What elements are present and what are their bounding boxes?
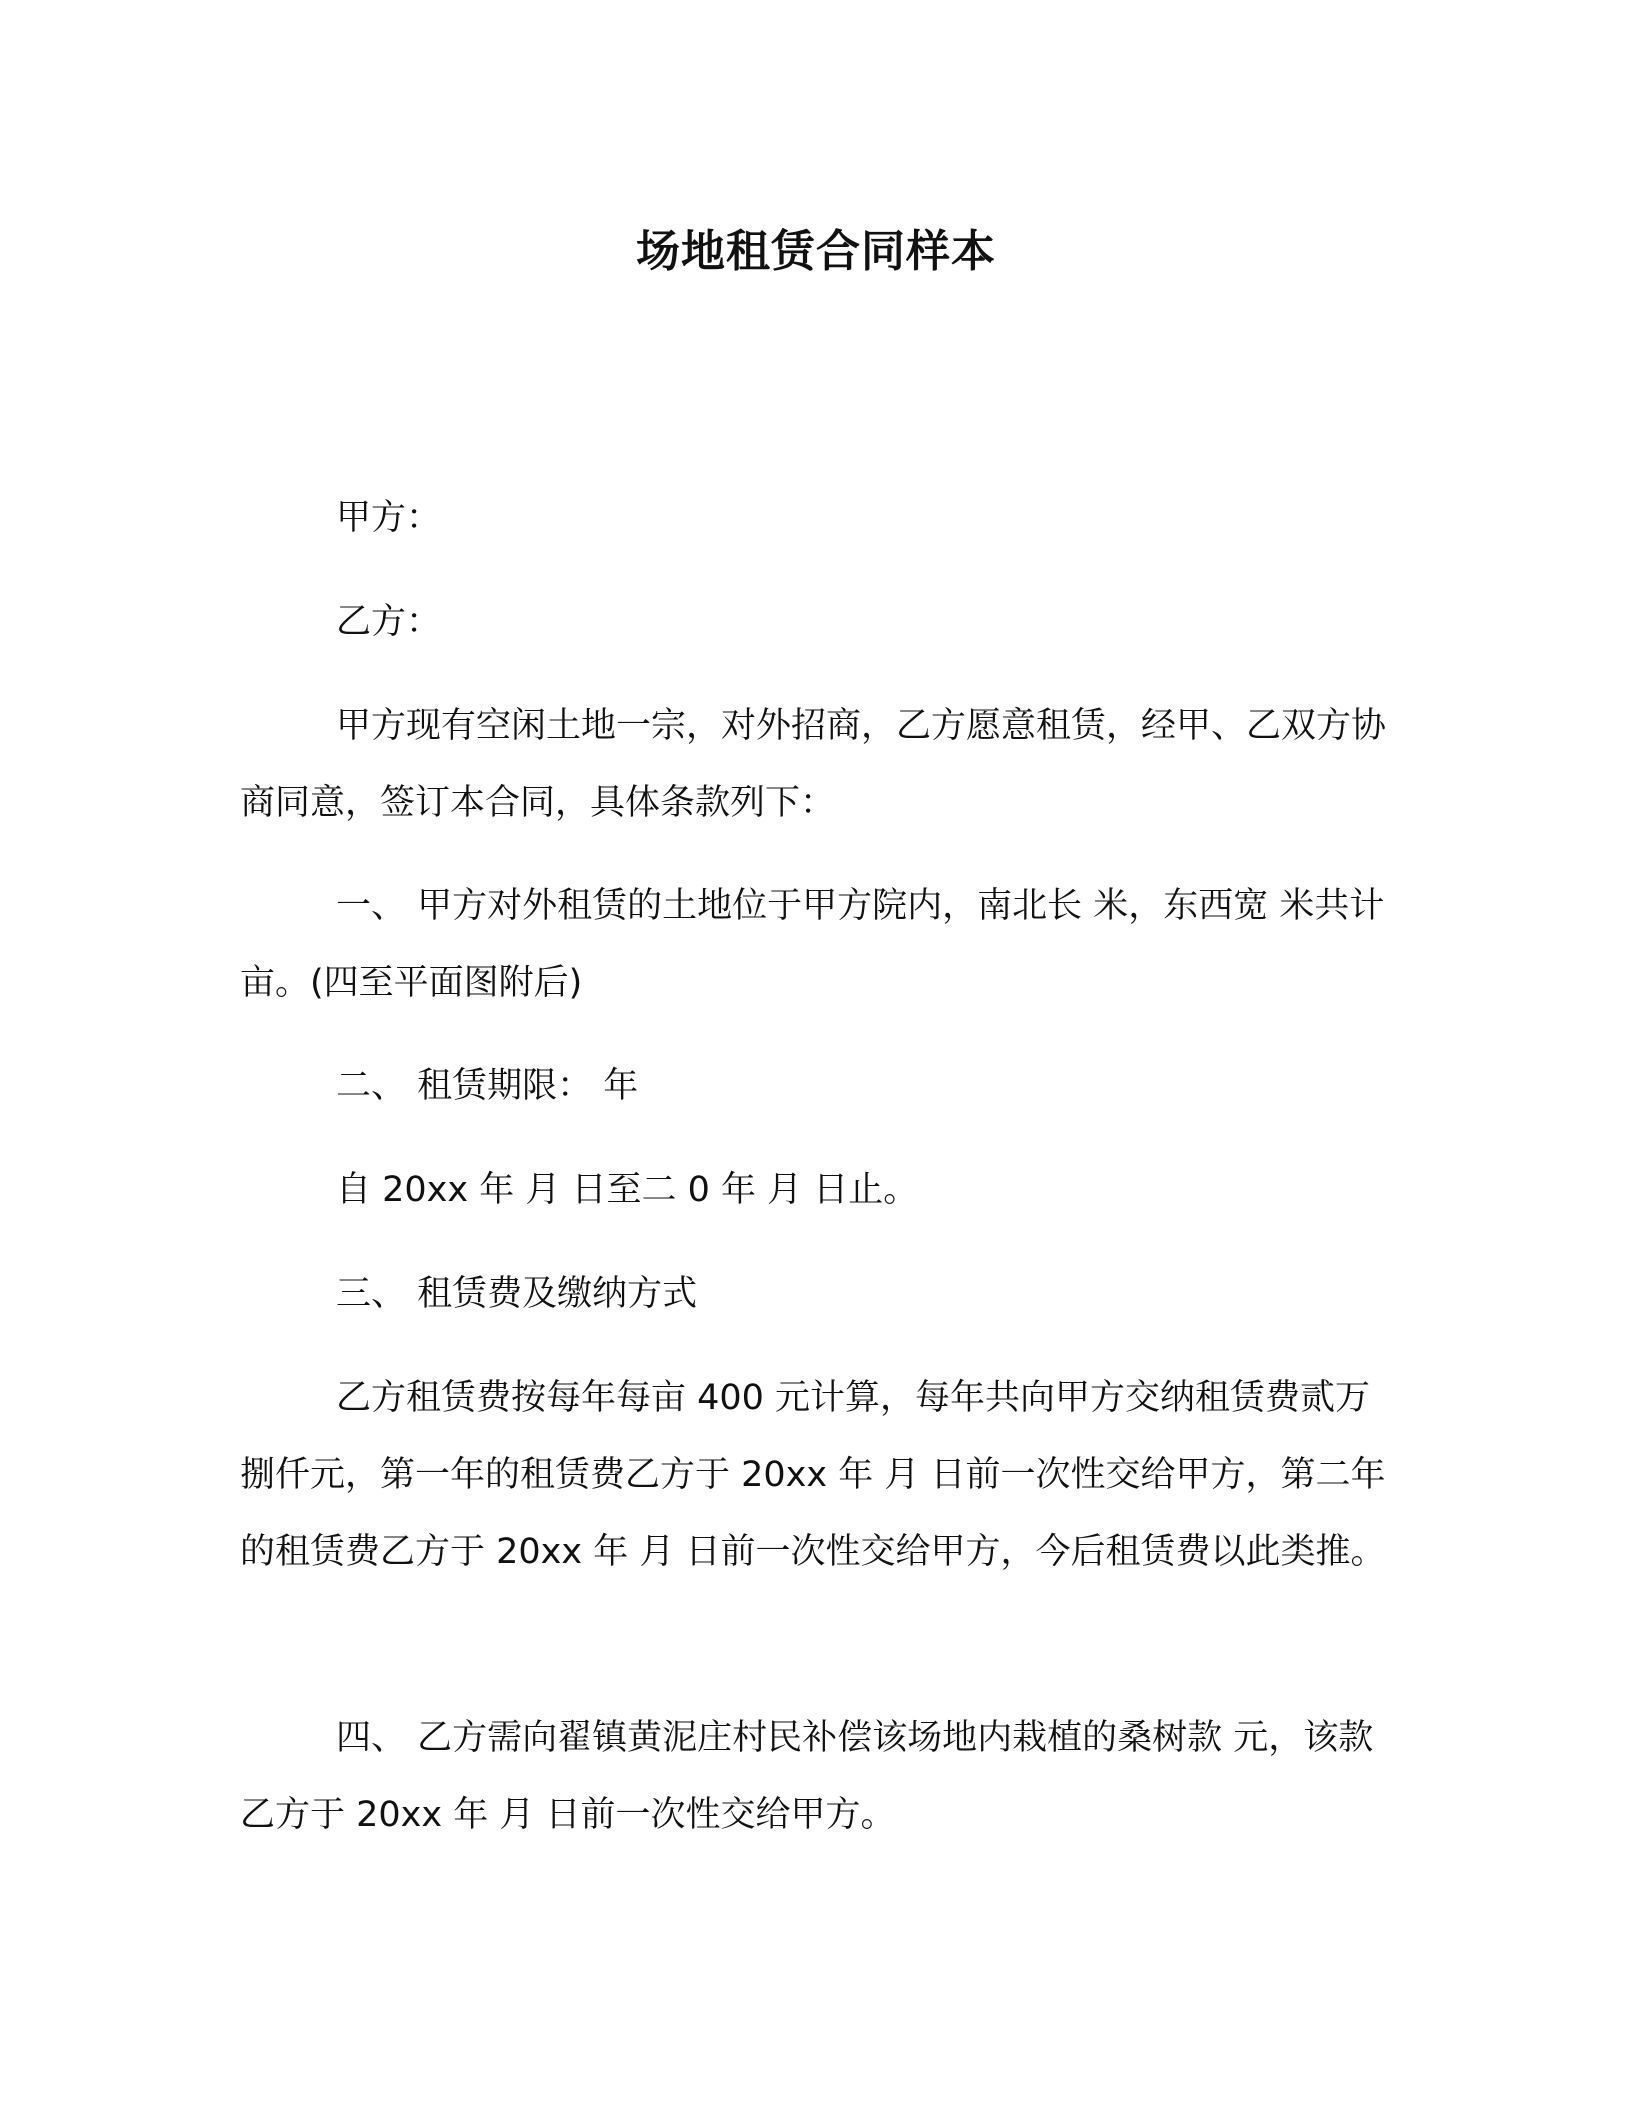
- clause-4-paragraph: 四、 乙方需向翟镇黄泥庄村民补偿该场地内栽植的桑树款 元，该款乙方于 20xx 年 月 日前一次性交给甲方。: [240, 1718, 1374, 1835]
- clause-3-heading: 三、 租赁费及缴纳方式: [336, 1274, 698, 1314]
- intro-paragraph: 甲方现有空闲土地一宗，对外招商，乙方愿意租赁，经甲、乙双方协商同意，签订本合同，具体条款列下：: [240, 706, 1387, 823]
- party-a-line: 甲方：: [336, 498, 442, 538]
- clause-3-body: 乙方租赁费按每年每亩 400 元计算，每年共向甲方交纳租赁费贰万捌仟元，第一年的租赁费乙方于 20xx 年 月 日前一次性交给甲方，第二年的租赁费乙方于 20xx 年 月 日前一次性交给甲方，今后租赁费以此类推。: [240, 1378, 1386, 1572]
- document-title: 场地租赁合同样本: [636, 226, 996, 277]
- party-b-line: 乙方：: [336, 602, 442, 642]
- clause-2-heading: 二、 租赁期限： 年: [336, 1066, 639, 1106]
- clause-1-paragraph: 一、 甲方对外租赁的土地位于甲方院内，南北长 米，东西宽 米共计 亩。(四至平面图附后): [240, 886, 1385, 1003]
- clause-2-period: 自 20xx 年 月 日至二 0 年 月 日止。: [336, 1170, 919, 1210]
